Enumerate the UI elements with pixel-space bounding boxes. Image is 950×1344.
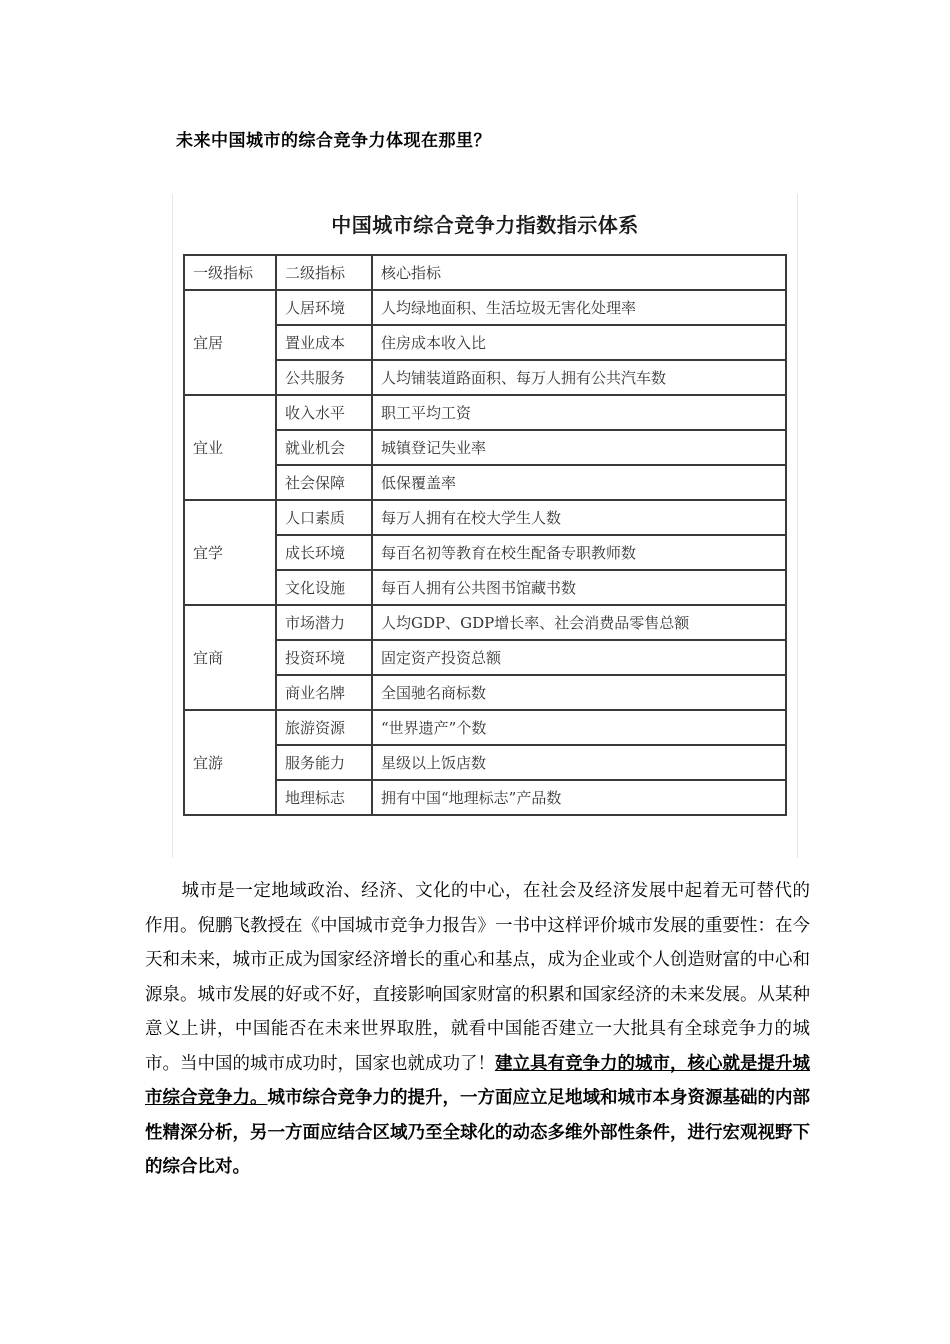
table-row — [184, 290, 786, 325]
level2-cell: 地理标志 — [276, 780, 372, 815]
index-table — [183, 254, 787, 816]
core-indicator-cell: 拥有中国“地理标志”产品数 — [372, 780, 786, 815]
core-indicator-cell: 每百人拥有公共图书馆藏书数 — [372, 570, 786, 605]
core-indicator-cell: 星级以上饭店数 — [372, 745, 786, 780]
level2-cell: 服务能力 — [276, 745, 372, 780]
table-row — [184, 710, 786, 745]
level2-cell: 成长环境 — [276, 535, 372, 570]
level2-cell: 文化设施 — [276, 570, 372, 605]
header-level2: 二级指标 — [276, 255, 372, 290]
core-indicator-cell: 每万人拥有在校大学生人数 — [372, 500, 786, 535]
level2-cell: 社会保障 — [276, 465, 372, 500]
table-header-row — [184, 255, 786, 290]
level2-cell: 人居环境 — [276, 290, 372, 325]
table-row — [184, 605, 786, 640]
section-heading: 未来中国城市的综合竞争力体现在那里？ — [176, 131, 491, 151]
level1-cell: 宜商 — [184, 605, 276, 710]
core-indicator-cell: 住房成本收入比 — [372, 325, 786, 360]
level2-cell: 旅游资源 — [276, 710, 372, 745]
level2-cell: 人口素质 — [276, 500, 372, 535]
core-indicator-cell: “世界遗产”个数 — [372, 710, 786, 745]
core-indicator-cell: 固定资产投资总额 — [372, 640, 786, 675]
paragraph-key-sentence: 建立具有竞争力的城市，核心就是提升城市综合竞争力。 — [145, 1053, 810, 1108]
figure-title: 中国城市综合竞争力指数指示体系 — [331, 213, 639, 237]
level1-cell: 宜游 — [184, 710, 276, 815]
level2-cell: 置业成本 — [276, 325, 372, 360]
level2-cell: 投资环境 — [276, 640, 372, 675]
core-indicator-cell: 人均GDP、GDP增长率、社会消费品零售总额 — [372, 605, 786, 640]
table-row — [184, 395, 786, 430]
core-indicator-cell: 低保覆盖率 — [372, 465, 786, 500]
core-indicator-cell: 人均铺装道路面积、每万人拥有公共汽车数 — [372, 360, 786, 395]
paragraph-conclusion: 城市综合竞争力的提升，一方面应立足地域和城市本身资源基础的内部性精深分析，另一方面应结合区域乃至全球化的动态多维外部性条件，进行宏观视野下的综合比对。 — [145, 1088, 810, 1177]
level2-cell: 市场潜力 — [276, 605, 372, 640]
level2-cell: 公共服务 — [276, 360, 372, 395]
level2-cell: 就业机会 — [276, 430, 372, 465]
level2-cell: 收入水平 — [276, 395, 372, 430]
level1-cell: 宜学 — [184, 500, 276, 605]
level1-cell: 宜居 — [184, 290, 276, 395]
index-system-figure — [172, 194, 798, 858]
body-paragraph — [145, 874, 810, 1185]
core-indicator-cell: 职工平均工资 — [372, 395, 786, 430]
core-indicator-cell: 每百名初等教育在校生配备专职教师数 — [372, 535, 786, 570]
core-indicator-cell: 人均绿地面积、生活垃圾无害化处理率 — [372, 290, 786, 325]
table-row — [184, 500, 786, 535]
header-level1: 一级指标 — [184, 255, 276, 290]
core-indicator-cell: 全国驰名商标数 — [372, 675, 786, 710]
paragraph-text: 城市是一定地域政治、经济、文化的中心，在社会及经济发展中起着无可替代的作用。倪鹏飞教授在《中国城市竞争力报告》一书中这样评价城市发展的重要性：在今天和未来，城市正成为国家经济增长的重心和基点，成为企业或个人创造财富的中心和源泉。城市发展的好或不好，直接影响国家财富的积累和国家经济的未来发展。从某种意义上讲，中国能否在未来世界取胜，就看中国能否建立一大批具有全球竞争力的城市。当中国的城市成功时，国家也就成功了！ — [145, 881, 810, 1074]
header-core: 核心指标 — [372, 255, 786, 290]
core-indicator-cell: 城镇登记失业率 — [372, 430, 786, 465]
level1-cell: 宜业 — [184, 395, 276, 500]
level2-cell: 商业名牌 — [276, 675, 372, 710]
